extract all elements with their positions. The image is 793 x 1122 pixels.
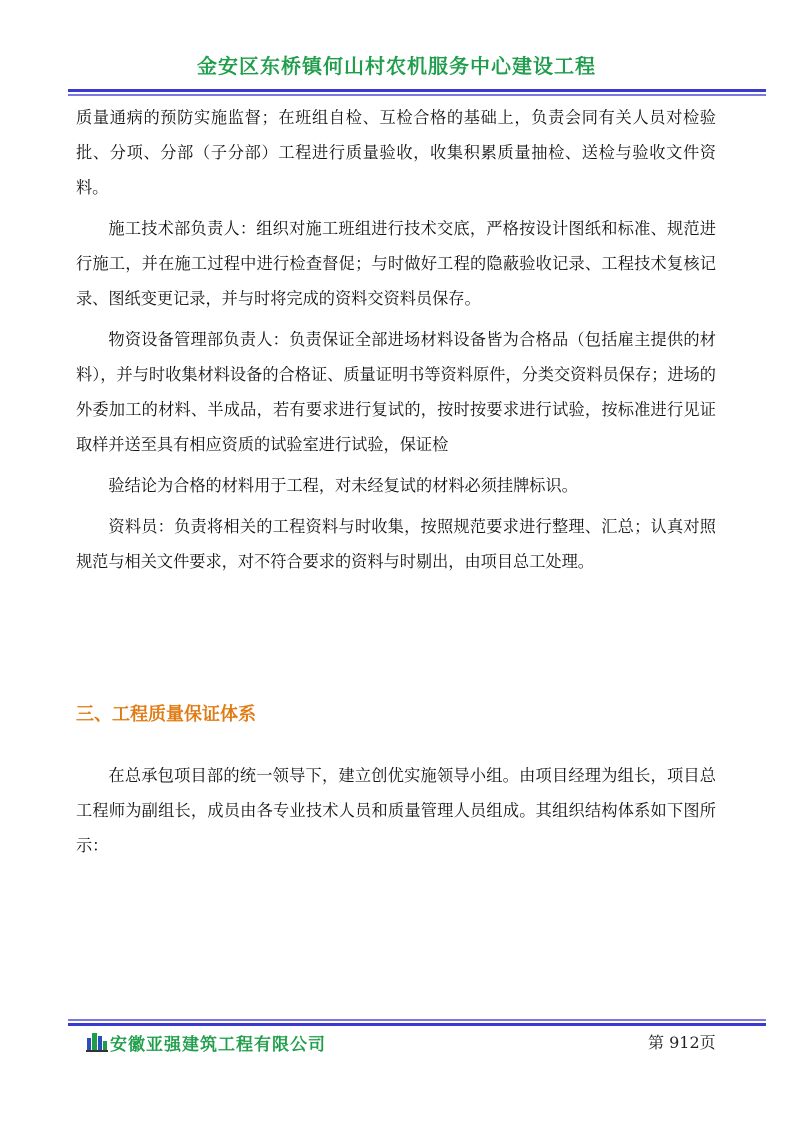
- section-heading: 三、工程质量保证体系: [76, 704, 256, 725]
- header-rule-thin: [68, 94, 766, 96]
- body-section-a: [76, 100, 716, 579]
- footer-rule-thin: [68, 1019, 766, 1021]
- header-rule-thick: [68, 89, 766, 92]
- paragraph: 在总承包项目部的统一领导下，建立创优实施领导小组。由项目经理为组长，项目总工程师为副组长，成员由各专业技术人员和质量管理人员组成。其组织结构体系如下图所示：: [76, 766, 716, 855]
- paragraph: 施工技术部负责人：组织对施工班组进行技术交底，严格按设计图纸和标准、规范进行施工，并在施工过程中进行检查督促；与时做好工程的隐蔽验收记录、工程技术复核记录、图纸变更记录，并与时将完成的资料交资料员保存。: [76, 219, 716, 308]
- footer-rule-thick: [68, 1023, 766, 1026]
- body-section-b: [76, 758, 716, 863]
- document-header-title: 金安区东桥镇何山村农机服务中心建设工程: [197, 54, 596, 78]
- footer-company-name: 安徽亚强建筑工程有限公司: [110, 1035, 326, 1055]
- paragraph: 质量通病的预防实施监督；在班组自检、互检合格的基础上，负责会同有关人员对检验批、分项、分部（子分部）工程进行质量验收，收集积累质量抽检、送检与验收文件资料。: [76, 108, 716, 197]
- page-number: 第 912页: [648, 1033, 716, 1052]
- paragraph: 物资设备管理部负责人：负责保证全部进场材料设备皆为合格品（包括雇主提供的材料），并与时收集材料设备的合格证、质量证明书等资料原件，分类交资料员保存；进场的外委加工的材料、半成品，若有要求进行复试的，按时按要求进行试验，按标准进行见证取样并送至具有相应资质的试验室进行试验，保证检: [76, 330, 716, 454]
- paragraph: 资料员：负责将相关的工程资料与时收集，按照规范要求进行整理、汇总；认真对照规范与相关文件要求，对不符合要求的资料与时剔出，由项目总工处理。: [76, 517, 716, 571]
- paragraph: 验结论为合格的材料用于工程，对未经复试的材料必须挂牌标识。: [108, 476, 578, 495]
- building-logo-icon: [86, 1030, 108, 1052]
